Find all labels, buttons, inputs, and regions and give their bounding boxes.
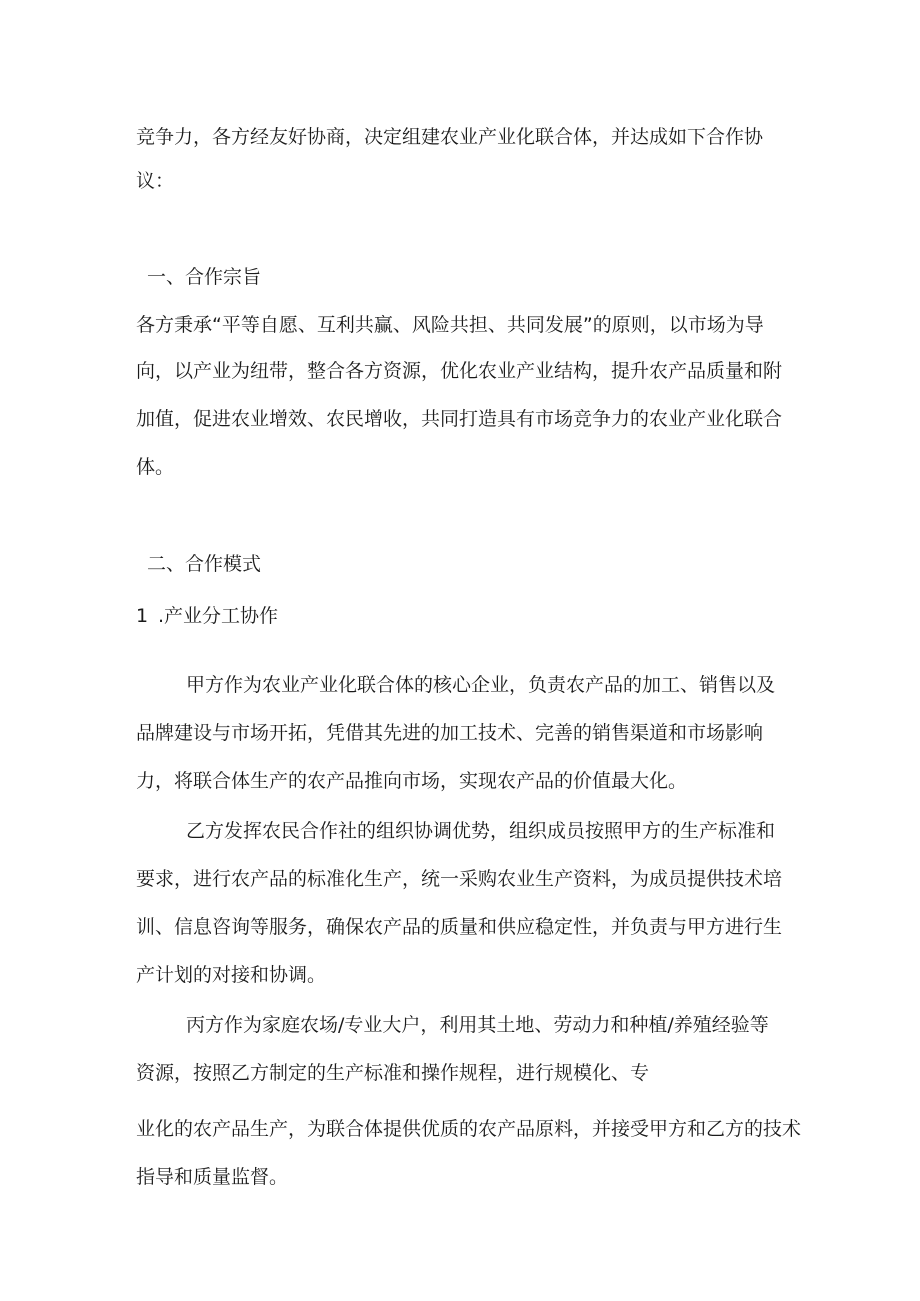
intro-line: 竞争力，各方经友好协商，决定组建农业产业化联合体，并达成如下合作协 (136, 126, 764, 148)
paragraph-line: 各方秉承“平等自愿、互利共赢、风险共担、共同发展”的原则，以市场为导 (136, 314, 764, 336)
section-heading: 一、合作宗旨 (147, 266, 262, 288)
paragraph-line: 训、信息咨询等服务，确保农产品的质量和供应稳定性，并负责与甲方进行生 (136, 916, 783, 938)
paragraph-line: 体。 (136, 456, 175, 478)
subsection-title: .产业分工协作 (158, 605, 279, 627)
intro-line: 议： (136, 170, 175, 192)
paragraph-line: 加值，促进农业增效、农民增收，共同打造具有市场竞争力的农业产业化联合 (136, 408, 783, 430)
paragraph-line: 力，将联合体生产的农产品推向市场，实现农产品的价值最大化。 (136, 770, 688, 792)
paragraph-line: 丙方作为家庭农场/专业大户，利用其土地、劳动力和种植/养殖经验等 (186, 1014, 769, 1036)
paragraph-line: 乙方发挥农民合作社的组织协调优势，组织成员按照甲方的生产标准和 (186, 820, 776, 842)
subsection-number: 1 (136, 605, 149, 627)
paragraph-line: 要求，进行农产品的标准化生产，统一采购农业生产资料，为成员提供技术培 (136, 868, 783, 890)
paragraph-line: 品牌建设与市场开拓，凭借其先进的加工技术、完善的销售渠道和市场影响 (136, 722, 764, 744)
paragraph-line: 业化的农产品生产，为联合体提供优质的农产品原料，并接受甲方和乙方的技术 (136, 1118, 802, 1140)
paragraph-line: 向，以产业为纽带，整合各方资源，优化农业产业结构，提升农产品质量和附 (136, 360, 783, 382)
paragraph-line: 指导和质量监督。 (136, 1166, 289, 1188)
paragraph-line: 甲方作为农业产业化联合体的核心企业，负责农产品的加工、销售以及 (186, 674, 776, 696)
paragraph-line: 资源，按照乙方制定的生产标准和操作规程，进行规模化、专 (136, 1062, 650, 1084)
section-heading: 二、合作模式 (147, 553, 262, 575)
paragraph-line: 产计划的对接和协调。 (136, 964, 327, 986)
